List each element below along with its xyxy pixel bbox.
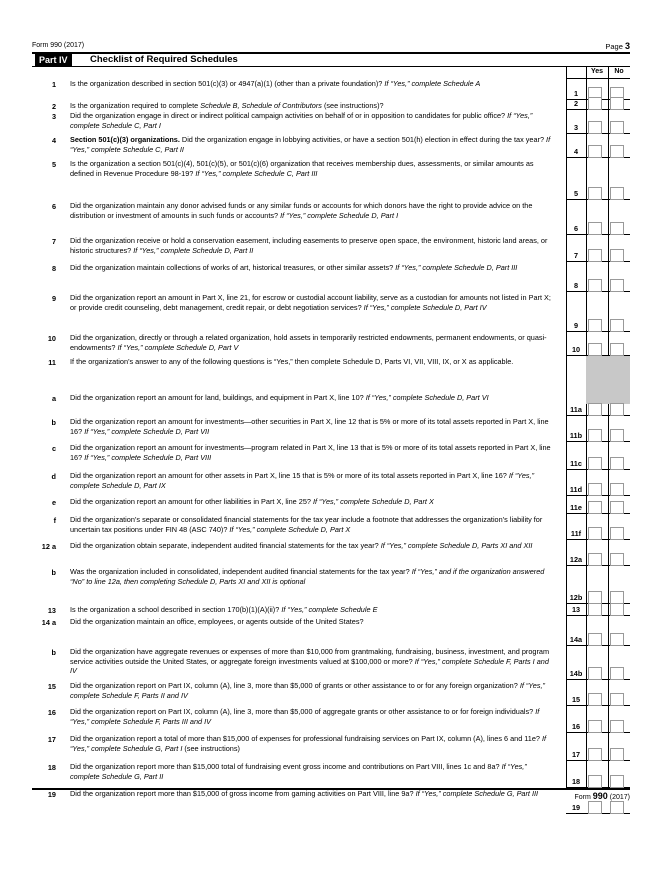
row-question — [70, 201, 552, 220]
yes-checkbox[interactable] — [588, 527, 602, 540]
row-number: 17 — [47, 735, 56, 744]
no-checkbox[interactable] — [610, 403, 624, 416]
no-checkbox[interactable] — [610, 97, 624, 110]
row-question — [70, 605, 552, 615]
line-number-label: 3 — [566, 122, 586, 134]
row-question-instruction: If “Yes,” complete Schedule G, Part I — [70, 734, 547, 753]
line-number-label: 19 — [566, 802, 586, 814]
row-question-instruction: If “Yes,” complete Schedule C, Part I — [70, 111, 533, 130]
line-number-label: 5 — [566, 188, 586, 200]
row-number: e — [51, 498, 56, 507]
no-checkbox[interactable] — [610, 775, 624, 788]
line-number-label: 14a — [566, 634, 586, 646]
page-number-value: 3 — [624, 41, 630, 51]
row-question — [70, 135, 552, 154]
checklist-row — [32, 356, 630, 392]
row-number: 3 — [51, 112, 56, 121]
row-question-text: Was the organization included in consolidated, independent audited financial statements for the tax year? — [70, 567, 412, 576]
part-title: Checklist of Required Schedules — [90, 54, 238, 65]
row-question-instruction: If “Yes,” complete Schedule C, Part II — [70, 135, 551, 154]
yes-checkbox[interactable] — [588, 667, 602, 680]
yes-checkbox[interactable] — [588, 748, 602, 761]
row-question-instruction: If “Yes,” complete Schedule D, Part IV — [363, 302, 487, 312]
yes-checkbox[interactable] — [588, 633, 602, 646]
line-number-label: 11c — [566, 458, 586, 470]
row-question-text: Is the organization a section 501(c)(4), 501(c)(5), or 501(c)(6) organization that receives membership dues, assessments, or similar amounts as defined in Revenue Procedure 98-19? — [70, 159, 534, 178]
row-number: 9 — [51, 294, 56, 303]
row-question-instruction: If “Yes,” complete Schedule A — [384, 79, 481, 88]
line-number-label: 18 — [566, 776, 586, 788]
row-number: 13 — [47, 606, 56, 615]
checklist-row — [32, 761, 630, 788]
line-number-label: 10 — [566, 344, 586, 356]
checklist-row — [32, 646, 630, 680]
row-question — [70, 734, 552, 753]
line-number-label: 13 — [566, 604, 586, 616]
row-question-text: Did the organization obtain separate, independent audited financial statements for the tax year? — [70, 541, 381, 550]
yes-checkbox[interactable] — [588, 222, 602, 235]
no-checkbox[interactable] — [610, 429, 624, 442]
checklist-row — [32, 706, 630, 733]
row-question-text: Did the organization engage in direct or indirect political campaign activities on behalf of or in opposition to candidates for public office? — [70, 111, 508, 120]
line-number-label: 17 — [566, 749, 586, 761]
row-number: 18 — [47, 763, 56, 772]
yes-checkbox[interactable] — [588, 429, 602, 442]
row-question — [70, 263, 552, 273]
row-question — [70, 707, 552, 726]
row-question-tail: (see instructions)? — [321, 101, 384, 110]
line-number-label: 8 — [566, 280, 586, 292]
row-number: f — [53, 516, 56, 525]
footer-form-id — [574, 791, 630, 801]
row-question — [70, 357, 552, 367]
yes-checkbox[interactable] — [588, 483, 602, 496]
line-number-label: 9 — [566, 320, 586, 332]
line-number-label: 12a — [566, 554, 586, 566]
row-question — [70, 159, 552, 178]
no-checkbox[interactable] — [610, 501, 624, 514]
row-question-tail: (see instructions) — [182, 743, 240, 753]
row-question-instruction: If “Yes,” complete Schedule G, Part III — [415, 789, 539, 798]
row-question-text: Did the organization, directly or through a related organization, hold assets in temporarily restricted endowments, permanent endowments, or quasi-endowments? — [70, 333, 547, 352]
no-checkbox[interactable] — [610, 145, 624, 158]
yes-checkbox[interactable] — [588, 187, 602, 200]
row-question — [70, 567, 552, 586]
page-label: Page — [605, 42, 623, 51]
row-question-text: If the organization’s answer to any of the following questions is “Yes,” then complete Schedule D, Parts VI, VII, VIII, IX, or X as applicable. — [70, 357, 514, 366]
checklist-row — [32, 110, 630, 134]
row-number: 10 — [47, 334, 56, 343]
no-checkbox[interactable] — [610, 633, 624, 646]
line-number-label: 11d — [566, 484, 586, 496]
row-question-text: Did the organization report an amount for land, buildings, and equipment in Part X, line 10? — [70, 393, 366, 402]
row-number: b — [51, 418, 56, 427]
row-number: 4 — [51, 136, 56, 145]
checklist-row — [32, 235, 630, 262]
row-question-instruction: If “Yes,” complete Schedule D, Part VIII — [84, 452, 212, 462]
no-checkbox[interactable] — [610, 343, 624, 356]
yes-checkbox[interactable] — [588, 343, 602, 356]
row-question — [70, 471, 552, 490]
no-checkbox[interactable] — [610, 553, 624, 566]
no-checkbox[interactable] — [610, 457, 624, 470]
row-number: 1 — [51, 80, 56, 89]
yes-column-header: Yes — [590, 68, 604, 75]
line-number-label: 4 — [566, 146, 586, 158]
checklist-row — [32, 733, 630, 761]
checklist-row — [32, 292, 630, 332]
row-question-instruction: If “Yes,” complete Schedule D, Part IX — [70, 471, 534, 490]
yes-checkbox[interactable] — [588, 693, 602, 706]
row-question-instruction: If “Yes,” complete Schedule D, Part III — [395, 263, 518, 272]
row-question-bold: Section 501(c)(3) organizations. — [70, 135, 180, 144]
row-number: 8 — [51, 264, 56, 273]
checklist-row — [32, 78, 630, 100]
checklist-row — [32, 616, 630, 646]
form-name: Form 990 (2017) — [32, 42, 85, 49]
yes-checkbox[interactable] — [588, 501, 602, 514]
line-number-label: 12b — [566, 592, 586, 604]
row-question-text: Did the organization report on Part IX, column (A), line 3, more than $5,000 of aggregate grants or other assistance to or for foreign individuals? — [70, 707, 536, 716]
row-question-text: Did the organization maintain any donor advised funds or any similar funds or accounts for which donors have the right to provide advice on the distribution or investment of amounts in such funds or accounts? — [70, 201, 533, 220]
row-question-instruction: If “Yes,” complete Schedule F, Parts III and IV — [70, 707, 540, 726]
page-number — [605, 41, 630, 51]
no-checkbox[interactable] — [610, 527, 624, 540]
row-question — [70, 111, 552, 130]
row-question-text: Did the organization report an amount for investments—other securities in Part X, line 12 that is 5% or more of its total assets reported in Part X, line 16? — [70, 417, 549, 436]
no-checkbox[interactable] — [610, 279, 624, 292]
row-number: 2 — [51, 102, 56, 111]
footer-form-label: Form — [574, 794, 591, 801]
yes-checkbox[interactable] — [588, 720, 602, 733]
part-label: Part IV — [35, 54, 72, 66]
row-question — [70, 647, 552, 676]
row-question — [70, 762, 552, 781]
row-question-text: Did the organization report a total of more than $15,000 of expenses for professional fundraising services on Part IX, column (A), lines 6 and 11e? — [70, 734, 542, 743]
row-question-text: Did the organization report an amount in Part X, line 21, for escrow or custodial account liability, serve as a custodian for amounts not listed in Part X; or provide credit counseling, debt management, credit repair, or debt negotiation services? — [70, 293, 551, 312]
yes-checkbox[interactable] — [588, 775, 602, 788]
checklist-row — [32, 442, 630, 470]
no-checkbox[interactable] — [610, 249, 624, 262]
row-question — [70, 417, 552, 436]
row-question-text: Did the organization receive or hold a conservation easement, including easements to preserve open space, the environment, historic land areas, or historic structures? — [70, 236, 548, 255]
row-number: 7 — [51, 237, 56, 246]
row-number: c — [51, 444, 56, 453]
row-question-text: Did the organization report more than $15,000 total of fundraising event gross income and contributions on Part VIII, lines 1c and 8a? — [70, 762, 502, 771]
row-question-text: Did the organization maintain collections of works of art, historical treasures, or other similar assets? — [70, 263, 396, 272]
no-checkbox[interactable] — [610, 748, 624, 761]
row-question-text: Did the organization report on Part IX, column (A), line 3, more than $5,000 of grants or other assistance to or for any foreign organization? — [70, 681, 520, 690]
row-question-text: Did the organization report an amount for investments—program related in Part X, line 13 that is 5% or more of its total assets reported in Part X, line 16? — [70, 443, 551, 462]
yes-checkbox[interactable] — [588, 457, 602, 470]
line-number-label: 15 — [566, 694, 586, 706]
checklist-row — [32, 496, 630, 514]
checklist-row — [32, 100, 630, 110]
row-question — [70, 333, 552, 352]
row-question — [70, 681, 552, 700]
yes-checkbox[interactable] — [588, 249, 602, 262]
checklist-row — [32, 392, 630, 416]
no-checkbox[interactable] — [610, 319, 624, 332]
no-checkbox[interactable] — [610, 720, 624, 733]
row-question — [70, 79, 552, 89]
checklist-row — [32, 200, 630, 235]
checklist-row — [32, 416, 630, 442]
line-number-label: 16 — [566, 721, 586, 733]
line-number-label: 11b — [566, 430, 586, 442]
row-question-instruction: If “Yes,” complete Schedule C, Part III — [195, 168, 318, 178]
footer-year: (2017) — [609, 794, 630, 801]
row-number: 5 — [51, 160, 56, 169]
row-number: 6 — [51, 202, 56, 211]
checklist-row — [32, 158, 630, 200]
yes-checkbox[interactable] — [588, 801, 602, 814]
row-question-text: Did the organization have aggregate revenues or expenses of more than $10,000 from grantmaking, fundraising, business, investment, and program service activities outside the United States, or aggregate foreign investments valued at $100,000 or more? — [70, 647, 550, 666]
no-checkbox[interactable] — [610, 801, 624, 814]
row-question-instruction: If “Yes,” complete Schedule D, Part II — [133, 245, 254, 255]
no-column-header: No — [614, 68, 624, 75]
row-question-instruction: If “Yes,” complete Schedule D, Parts XI and XII — [380, 541, 533, 550]
yes-checkbox[interactable] — [588, 553, 602, 566]
row-question-instruction: If “Yes,” complete Schedule F, Parts II and IV — [70, 681, 545, 700]
checklist-row — [32, 262, 630, 292]
checklist-row — [32, 540, 630, 566]
row-number: 19 — [47, 790, 56, 799]
row-question-instruction: If “Yes,” complete Schedule E — [281, 605, 378, 614]
row-question-instruction: If “Yes,” complete Schedule G, Part II — [70, 762, 527, 781]
row-number: 14 a — [41, 618, 56, 627]
yes-checkbox[interactable] — [588, 603, 602, 616]
checklist-row — [32, 470, 630, 496]
checklist-row — [32, 514, 630, 540]
row-question-instruction: If “Yes,” and if the organization answered “No” to line 12a, then completing Schedule D, Parts XI and XII is optional — [70, 567, 545, 586]
row-number: d — [51, 472, 56, 481]
row-question — [70, 293, 552, 312]
page-footer — [32, 788, 630, 802]
row-question — [70, 515, 552, 534]
line-number-label: 11a — [566, 404, 586, 416]
row-number: a — [51, 394, 56, 403]
row-number: 11 — [48, 358, 56, 367]
row-question-text: Is the organization a school described in section 170(b)(1)(A)(ii)? — [70, 605, 282, 614]
row-question-text: Did the organization’s separate or consolidated financial statements for the tax year include a footnote that addresses the organization’s liability for uncertain tax positions under FIN 48 (ASC 740)? — [70, 515, 543, 534]
row-question-text: Did the organization engage in lobbying activities, or have a section 501(h) election in effect during the tax year? — [179, 135, 547, 144]
row-question-text: Did the organization maintain an office, employees, or agents outside of the United States? — [70, 617, 364, 626]
footer-form-number: 990 — [592, 791, 608, 801]
line-number-label: 14b — [566, 668, 586, 680]
checklist-row — [32, 332, 630, 356]
no-checkbox[interactable] — [610, 222, 624, 235]
checklist-row — [32, 604, 630, 616]
row-question-text: Is the organization described in section 501(c)(3) or 4947(a)(1) (other than a private foundation)? — [70, 79, 385, 88]
row-question — [70, 236, 552, 255]
no-checkbox[interactable] — [610, 693, 624, 706]
checklist-row — [32, 134, 630, 158]
row-number: b — [51, 648, 56, 657]
yes-checkbox[interactable] — [588, 97, 602, 110]
yes-checkbox[interactable] — [588, 145, 602, 158]
no-checkbox[interactable] — [610, 667, 624, 680]
row-question-instruction: If “Yes,” complete Schedule D, Part VII — [84, 426, 210, 436]
row-question — [70, 541, 552, 551]
row-question-text: Did the organization report an amount for other liabilities in Part X, line 25? — [70, 497, 313, 506]
line-number-label: 1 — [566, 88, 586, 100]
line-number-label: 11f — [566, 528, 586, 540]
row-question-text: Did the organization report an amount for other assets in Part X, line 15 that is 5% or more of its total assets reported in Part X, line 16? — [70, 471, 509, 480]
no-checkbox[interactable] — [610, 187, 624, 200]
yes-checkbox[interactable] — [588, 279, 602, 292]
row-number: 16 — [47, 708, 56, 717]
row-question-instruction: If “Yes,” complete Schedule D, Part I — [280, 210, 399, 220]
yes-checkbox[interactable] — [588, 403, 602, 416]
yes-checkbox[interactable] — [588, 121, 602, 134]
row-question-instruction: If “Yes,” complete Schedule F, Parts I and IV — [70, 656, 549, 676]
row-question — [70, 443, 552, 462]
no-checkbox[interactable] — [610, 603, 624, 616]
line-number-label: 6 — [566, 223, 586, 235]
row-number: b — [51, 568, 56, 577]
row-question-instruction: If “Yes,” complete Schedule D, Part V — [117, 342, 239, 352]
no-checkbox[interactable] — [610, 483, 624, 496]
checklist-row — [32, 680, 630, 706]
row-question — [70, 393, 552, 403]
row-question-instruction: Schedule B, Schedule of Contributors — [200, 101, 322, 110]
row-question-instruction: If “Yes,” complete Schedule D, Part X — [312, 497, 434, 506]
row-question — [70, 497, 552, 507]
row-question-instruction: If “Yes,” complete Schedule D, Part X — [229, 524, 351, 534]
row-question-text: Is the organization required to complete — [70, 101, 201, 110]
row-number: 15 — [47, 682, 56, 691]
row-number: 12 a — [41, 542, 56, 551]
line-number-label: 2 — [566, 98, 586, 110]
row-question-instruction: If “Yes,” complete Schedule D, Part VI — [365, 393, 489, 402]
row-question — [70, 617, 552, 627]
line-number-label: 11e — [566, 502, 586, 514]
yes-checkbox[interactable] — [588, 319, 602, 332]
no-checkbox[interactable] — [610, 121, 624, 134]
checklist-row — [32, 566, 630, 604]
row-question-text: Did the organization report more than $15,000 of gross income from gaming activities on Part VIII, line 9a? — [70, 789, 416, 798]
line-number-label: 7 — [566, 250, 586, 262]
